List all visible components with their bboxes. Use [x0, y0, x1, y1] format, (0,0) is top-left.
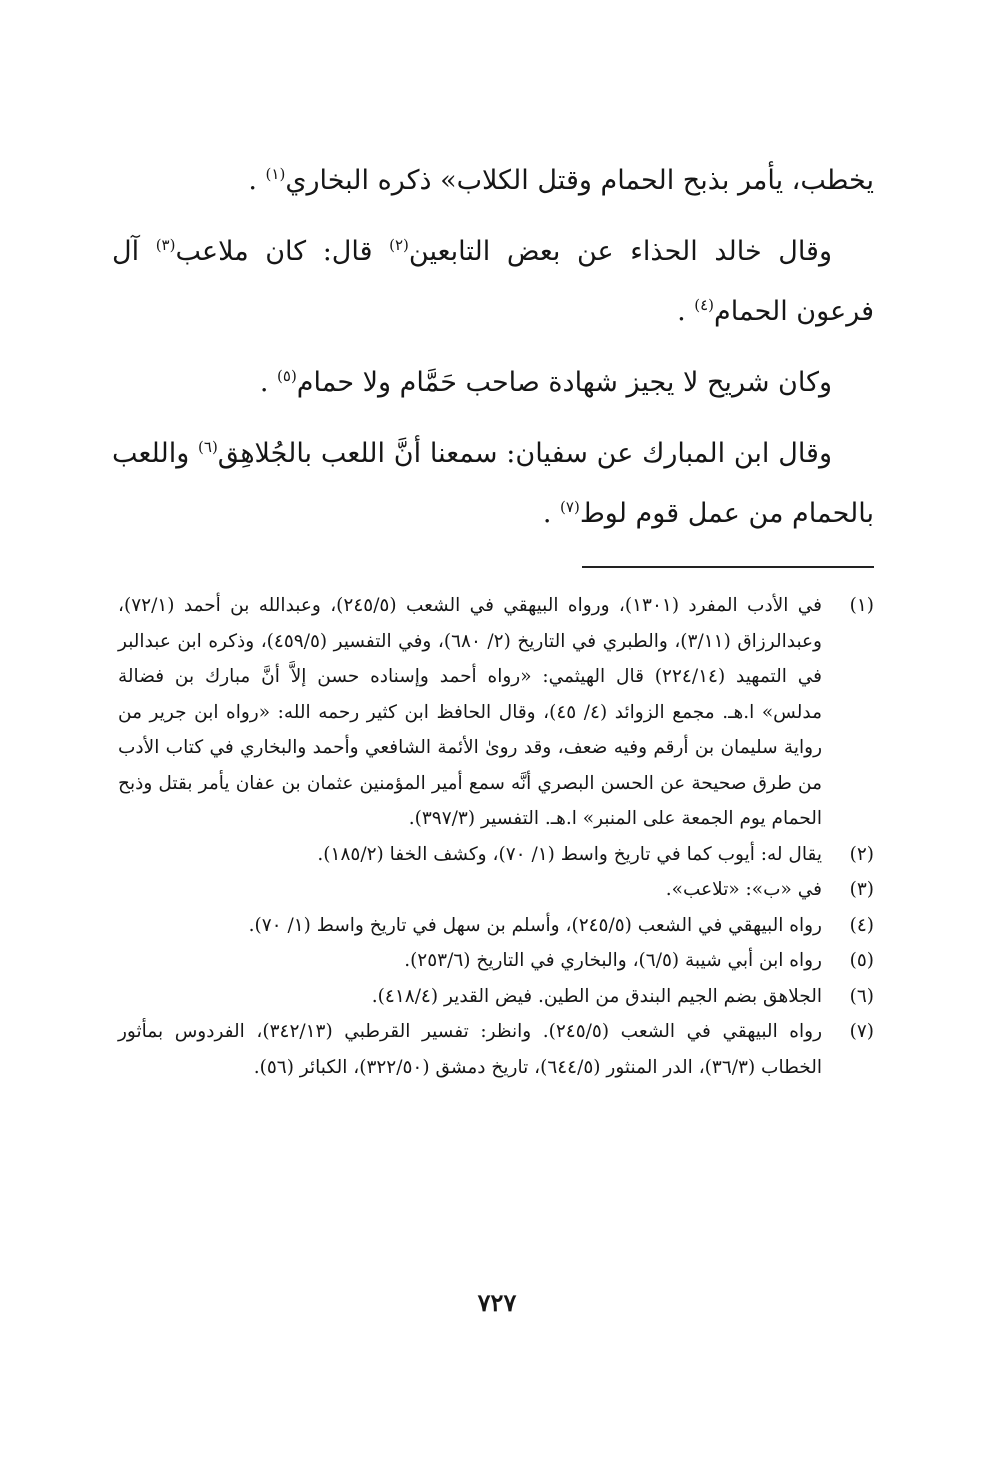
- footnote-number: (٣): [849, 879, 874, 900]
- footnote-4: [118, 908, 874, 944]
- paragraph-2: [112, 222, 874, 342]
- footnote-ref-7[interactable]: (٧): [560, 498, 580, 516]
- paragraph-1: [112, 150, 874, 212]
- footnote-5: [118, 943, 874, 979]
- paragraph-end: .: [542, 498, 561, 529]
- paragraph-3: [112, 352, 874, 414]
- page-number: ٧٢٧: [477, 1288, 517, 1317]
- footnote-text: في الأدب المفرد (١٣٠١)، ورواه البيهقي في الشعب (٢٤٥/٥)، وعبدالله بن أحمد (٧٢/١)، وعبدالرزاق (٣/١١)، والطبري في التاريخ (٢/ ٦٨٠)، وفي التفسير (٤٥٩/٥)، وذكره ابن عبدالبر في التمهيد (٢٢٤/١٤) قال الهيثمي: «رواه أحمد وإسناده حسن إلاَّ أنَّ مبارك بن فضالة مدلس» ا.هـ. مجمع الزوائد (٤/ ٤٥)، وقال الحافظ ابن كثير رحمه الله: «رواه ابن جرير من رواية سليمان بن أرقم وفيه ضعف، وقد روىٰ الأئمة الشافعي وأحمد والبخاري في كتاب الأدب من طرق صحيحة عن الحسن البصري أنَّه سمع أمير المؤمنين عثمان بن عفان يأمر بقتل وذبح الحمام يوم الجمعة على المنبر» ا.هـ. التفسير (٣٩٧/٣).: [118, 595, 822, 829]
- paragraph-text: آل فرعون الحمام: [112, 236, 874, 327]
- footnotes: [118, 588, 874, 1085]
- footnote-ref-5[interactable]: (٥): [277, 367, 297, 385]
- footnote-7: [118, 1014, 874, 1085]
- footnote-text: رواه البيهقي في الشعب (٢٤٥/٥). وانظر: تفسير القرطبي (٣٤٢/١٣)، الفردوس بمأثور الخطاب (٣٦/٣)، الدر المنثور (٦٤٤/٥)، تاريخ دمشق (٣٢٢/٥٠)، الكبائر (٥٦).: [118, 1021, 822, 1078]
- main-text: [112, 150, 874, 554]
- footnote-ref-4[interactable]: (٤): [694, 296, 715, 314]
- paragraph-text: وقال ابن المبارك عن سفيان: سمعنا أنَّ اللعب بالجُلاهِق: [217, 438, 832, 469]
- paragraph-text: يخطب، يأمر بذبح الحمام وقتل الكلاب» ذكره البخاري: [285, 165, 874, 196]
- footnote-text: رواه البيهقي في الشعب (٢٤٥/٥)، وأسلم بن سهل في تاريخ واسط (١/ ٧٠).: [248, 914, 822, 936]
- footnote-1: [118, 588, 874, 837]
- footnote-number: (٢): [849, 843, 874, 865]
- footnote-number: (٦): [849, 985, 874, 1007]
- footnote-number: (٧): [849, 1021, 874, 1042]
- footnote-separator: [582, 566, 874, 568]
- footnote-ref-1[interactable]: (١): [265, 165, 286, 183]
- paragraph-end: .: [677, 296, 695, 327]
- paragraph-text: قال: كان ملاعب: [175, 236, 390, 267]
- footnote-2: [118, 837, 874, 873]
- footnote-6: [118, 979, 874, 1015]
- footnote-text: الجلاهق بضم الجيم البندق من الطين. فيض القدير (٤١٨/٤).: [371, 985, 822, 1007]
- footnote-number: (١): [849, 595, 874, 616]
- paragraph-end: .: [248, 165, 266, 196]
- paragraph-text: واللعب بالحمام من عمل قوم لوط: [112, 438, 874, 529]
- footnote-3: [118, 872, 874, 908]
- footnote-number: (٤): [849, 914, 874, 936]
- footnote-text: يقال له: أيوب كما في تاريخ واسط (١/ ٧٠)، وكشف الخفا (١٨٥/٢).: [317, 843, 822, 865]
- footnote-text: في «ب»: «تلاعب».: [665, 879, 822, 900]
- paragraph-4: [112, 424, 874, 544]
- footnote-ref-6[interactable]: (٦): [198, 438, 218, 456]
- footnote-text: رواه ابن أبي شيبة (٦/٥)، والبخاري في التاريخ (٢٥٣/٦).: [404, 950, 822, 971]
- footnote-ref-3[interactable]: (٣): [155, 236, 176, 254]
- footnote-ref-2[interactable]: (٢): [389, 236, 409, 254]
- paragraph-end: .: [259, 367, 278, 398]
- paragraph-text: وقال خالد الحذاء عن بعض التابعين: [408, 236, 832, 267]
- paragraph-text: وكان شريح لا يجيز شهادة صاحب حَمَّام ولا حمام: [296, 367, 832, 398]
- footnote-number: (٥): [849, 950, 874, 971]
